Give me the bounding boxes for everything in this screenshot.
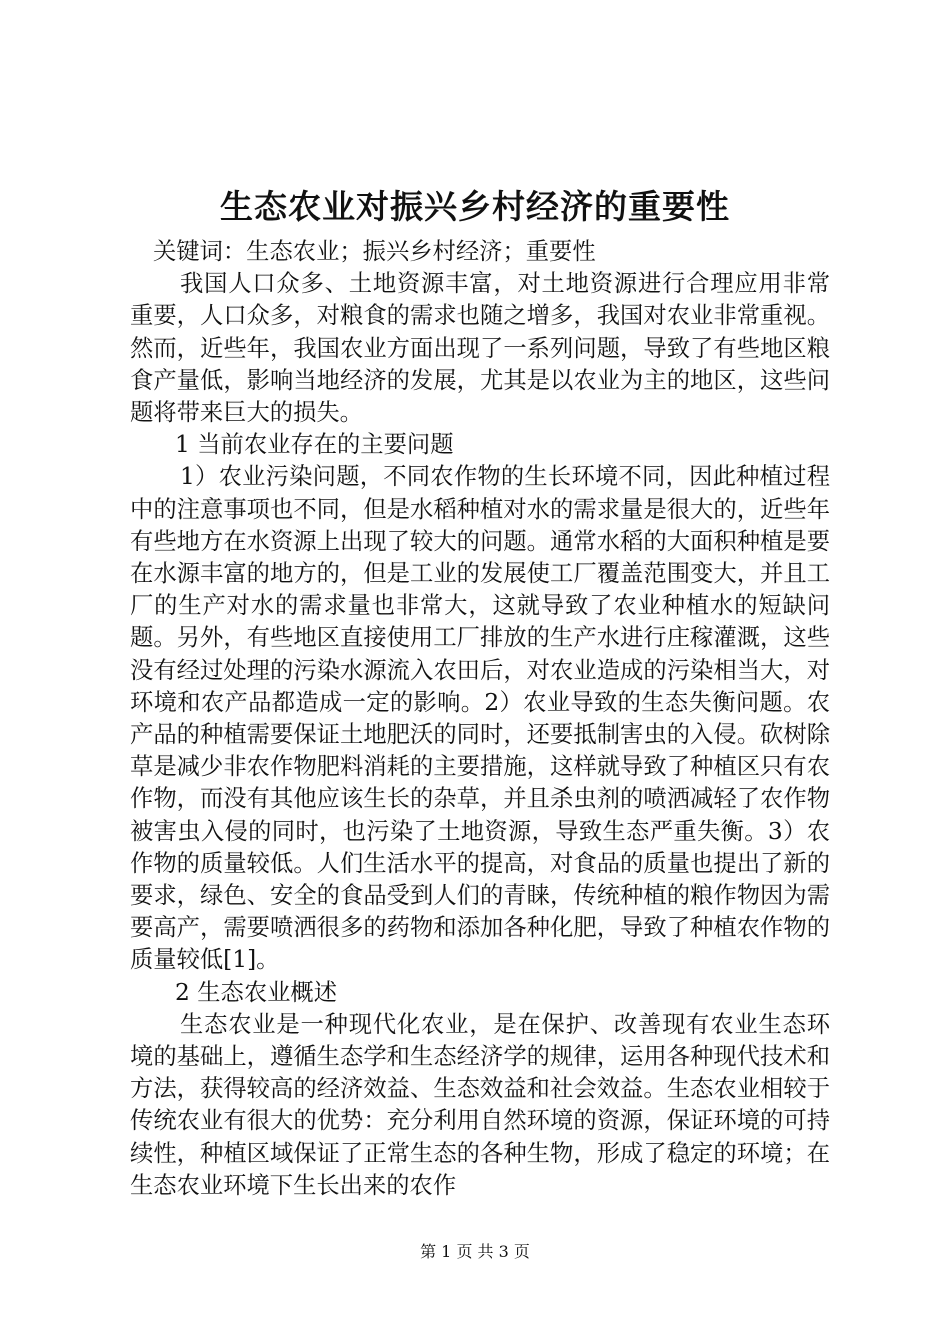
overview-paragraph: 生态农业是一种现代化农业，是在保护、改善现有农业生态环境的基础上，遵循生态学和生态经济学的规律，运用各种现代技术和方法，获得较高的经济效益、生态效益和社会效益。生态农业相较于传统农业有很大的优势：充分利用自然环境的资源，保证环境的可持续性，种植区域保证了正常生态的各种生物，形成了稳定的环境；在生态农业环境下生长出来的农作: [130, 1010, 830, 1199]
problems-paragraph: 1）农业污染问题，不同农作物的生长环境不同，因此种植过程中的注意事项也不同，但是水稻种植对水的需求量是很大的，近些年有些地方在水资源上出现了较大的问题。通常水稻的大面积种植是要在水源丰富的地方的，但是工业的发展使工厂覆盖范围变大，并且工厂的生产对水的需求量也非常大，这就导致了农业种植水的短缺问题。另外，有些地区直接使用工厂排放的生产水进行庄稼灌溉，这些没有经过处理的污染水源流入农田后，对农业造成的污染相当大，对环境和农产品都造成一定的影响。2）农业导致的生态失衡问题。农产品的种植需要保证土地肥沃的同时，还要抵制害虫的入侵。砍树除草是减少非农作物肥料消耗的主要措施，这样就导致了种植区只有农作物，而没有其他应该生长的杂草，并且杀虫剂的喷洒减轻了农作物被害虫入侵的同时，也污染了土地资源，导致生态严重失衡。3）农作物的质量较低。人们生活水平的提高，对食品的质量也提出了新的要求，绿色、安全的食品受到人们的青睐，传统种植的粮作物因为需要高产，需要喷洒很多的药物和添加各种化肥，导致了种植农作物的质量较低[1]。: [130, 463, 830, 974]
intro-paragraph: 我国人口众多、土地资源丰富，对土地资源进行合理应用非常重要，人口众多，对粮食的需求也随之增多，我国对农业非常重视。然而，近些年，我国农业方面出现了一系列问题，导致了有些地区粮食产量低，影响当地经济的发展，尤其是以农业为主的地区，这些问题将带来巨大的损失。: [130, 270, 830, 427]
section-heading-2: 2 生态农业概述: [175, 978, 338, 1006]
document-body: [130, 236, 830, 1202]
page-footer: 第 1 页 共 3 页: [420, 1242, 530, 1261]
section-heading-1: 1 当前农业存在的主要问题: [175, 431, 454, 459]
document-title: 生态农业对振兴乡村经济的重要性: [220, 187, 730, 226]
keywords-line: 关键词：生态农业；振兴乡村经济；重要性: [153, 238, 596, 265]
